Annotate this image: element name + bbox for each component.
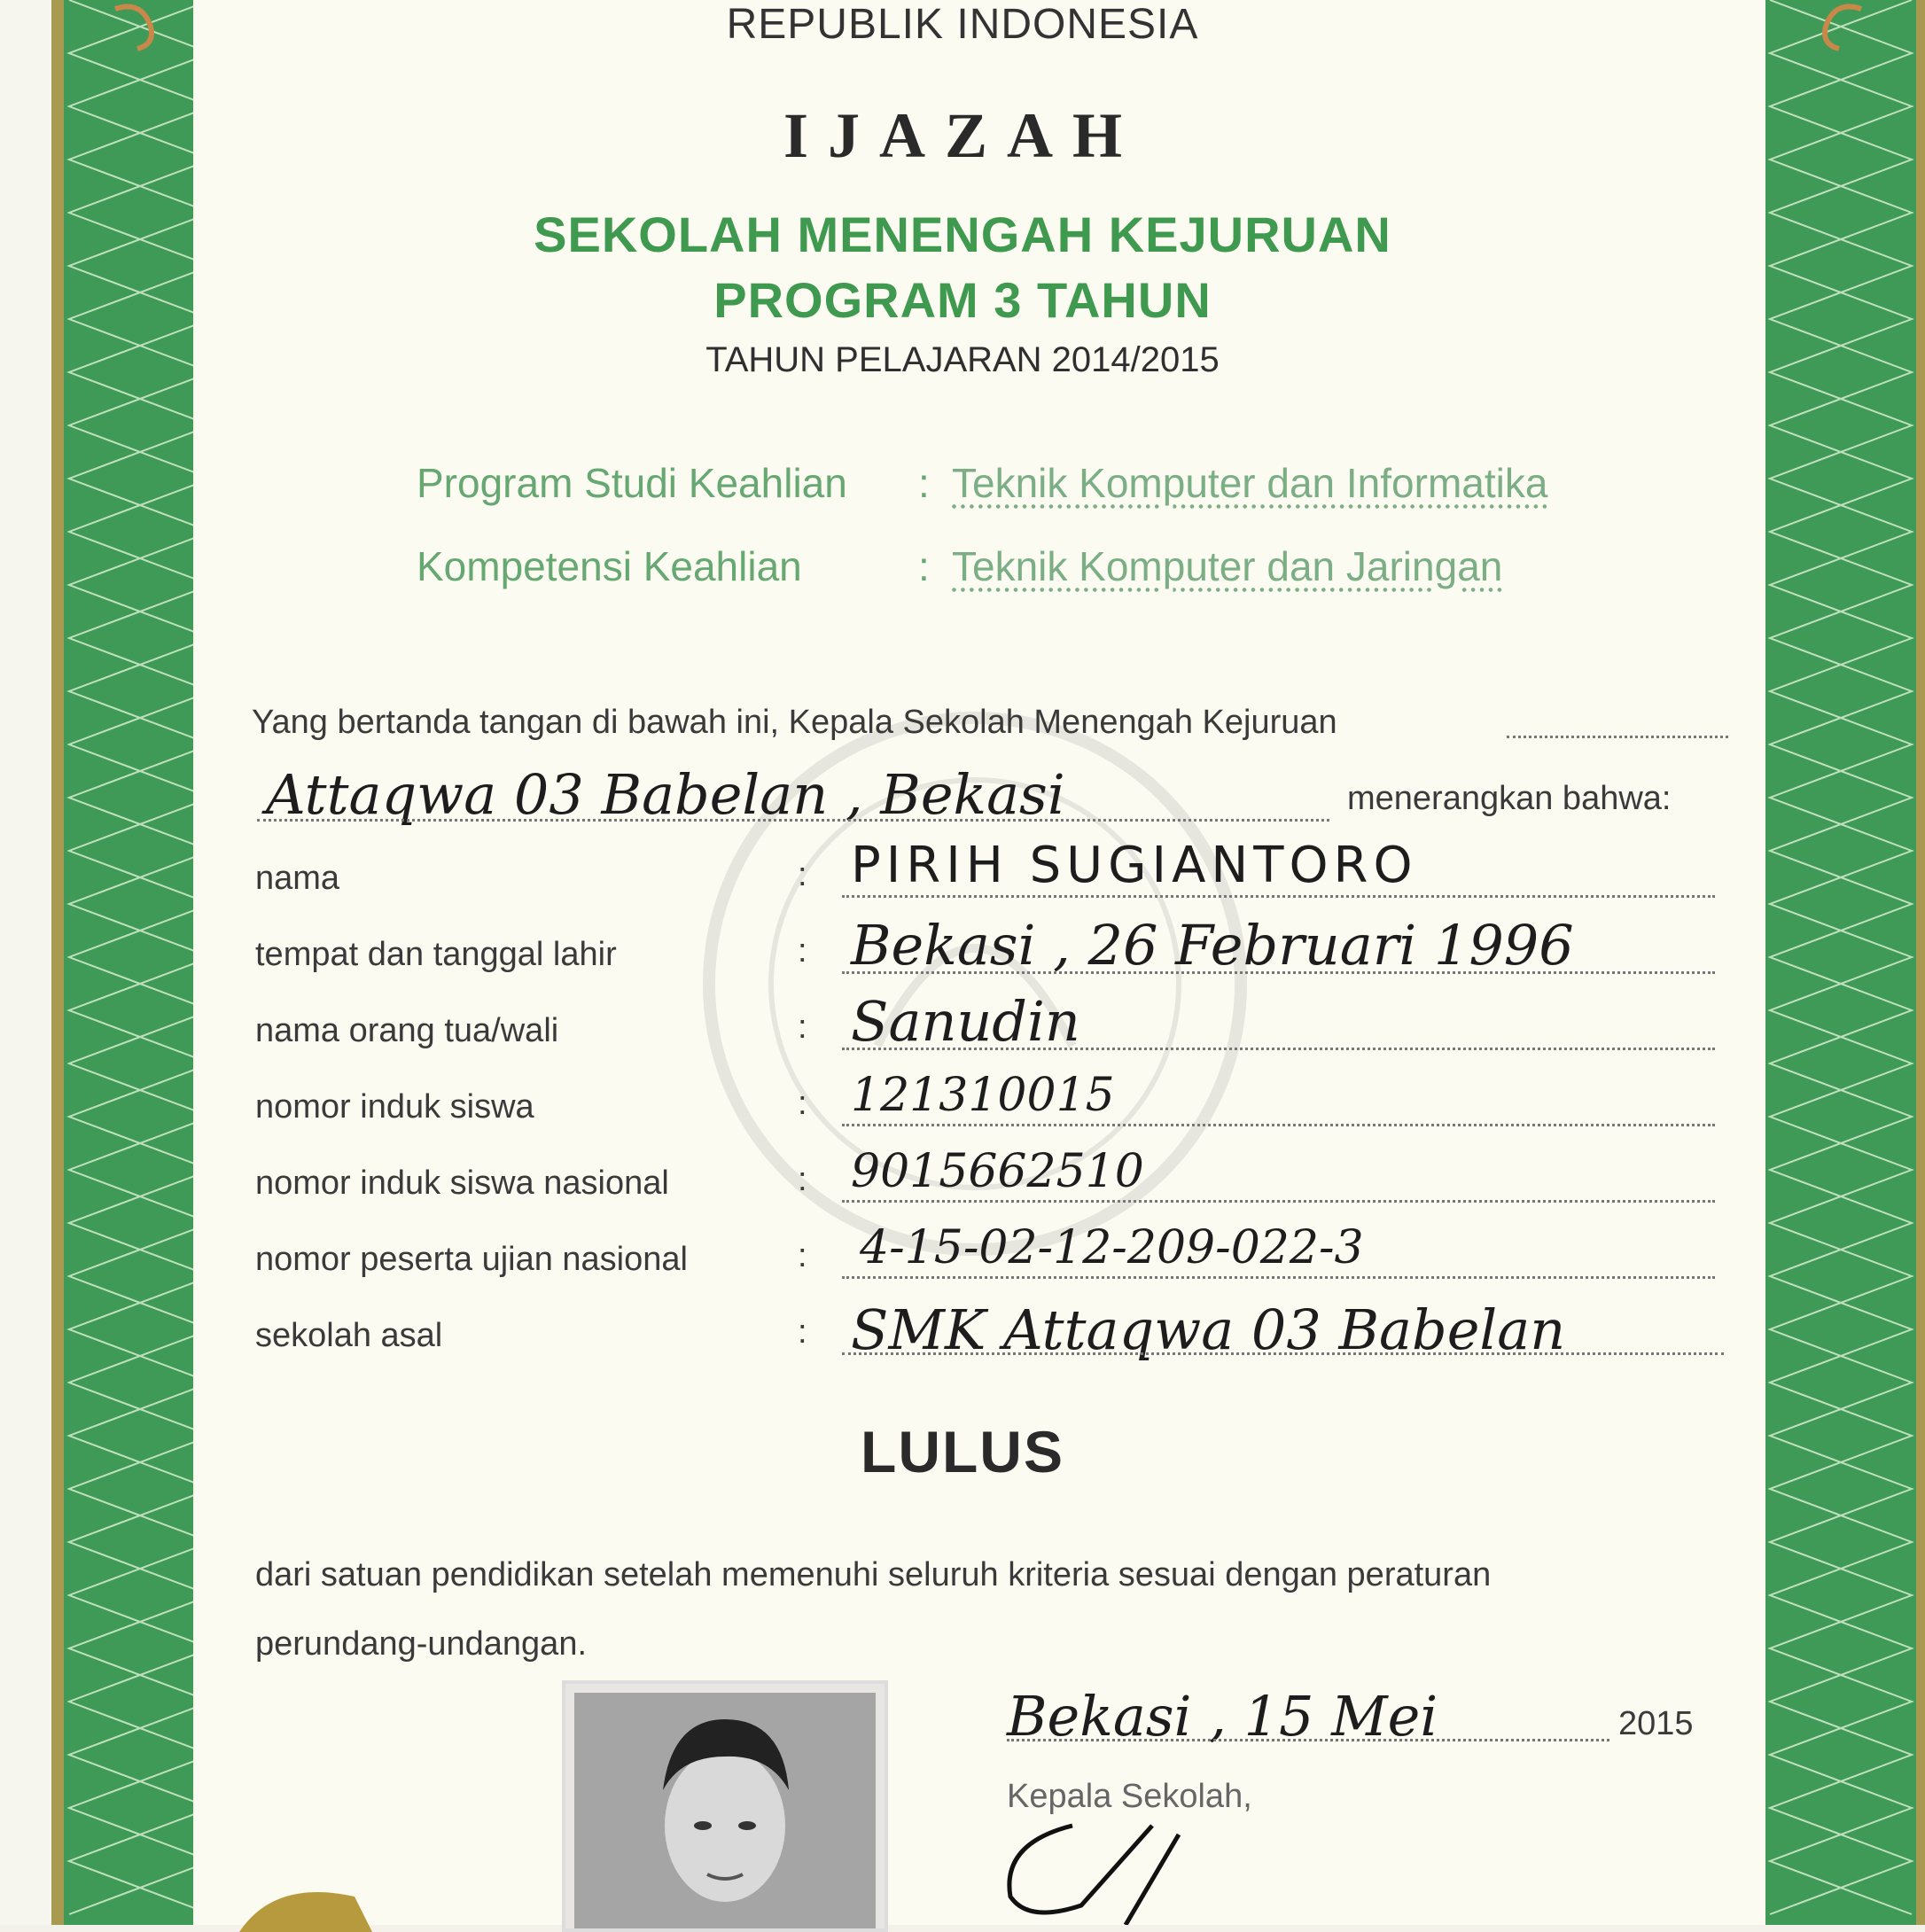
field-value-origin-school: SMK Attaqwa 03 Babelan xyxy=(851,1297,1566,1362)
competency-value: Teknik Komputer dan Jaringan xyxy=(952,543,1503,589)
school-type-heading: SEKOLAH MENENGAH KEJURUAN xyxy=(534,206,1391,262)
field-label-name: nama xyxy=(255,860,340,897)
dotted-line xyxy=(842,1276,1715,1279)
dotted-line xyxy=(842,895,1715,898)
explains-text: menerangkan bahwa: xyxy=(1347,780,1672,817)
program-study-label: Program Studi Keahlian xyxy=(417,460,847,506)
dotted-line xyxy=(842,1048,1715,1050)
document-title: IJAZAH xyxy=(783,100,1142,171)
field-label-origin-school: sekolah asal xyxy=(255,1317,443,1354)
program-heading: PROGRAM 3 TAHUN xyxy=(713,272,1212,328)
colon: : xyxy=(798,932,807,970)
field-value-birth: Bekasi , 26 Februari 1996 xyxy=(851,913,1574,978)
field-value-name: PIRIH SUGIANTORO xyxy=(851,837,1418,894)
program-study-value: Teknik Komputer dan Informatika xyxy=(952,460,1548,506)
school-name-handwritten: Attaqwa 03 Babelan , Bekasi xyxy=(266,762,1065,827)
colon: : xyxy=(918,460,930,506)
closing-line-2: perundang-undangan. xyxy=(255,1625,588,1663)
dotted-line xyxy=(1507,736,1728,738)
statement-intro: Yang bertanda tangan di bawah ini, Kepala Sekolah Menengah Kejuruan xyxy=(252,704,1337,741)
field-label-birth: tempat dan tanggal lahir xyxy=(255,936,617,973)
result-heading: LULUS xyxy=(861,1419,1064,1484)
colon: : xyxy=(798,1313,807,1351)
competency-label: Kompetensi Keahlian xyxy=(417,543,802,589)
field-value-exam-number: 4-15-02-12-209-022-3 xyxy=(860,1221,1364,1274)
student-photo-frame xyxy=(562,1680,888,1932)
country-heading: REPUBLIK INDONESIA xyxy=(726,1,1199,48)
field-label-exam-number: nomor peserta ujian nasional xyxy=(255,1241,688,1278)
field-value-parent: Sanudin xyxy=(851,989,1080,1054)
colon: : xyxy=(918,543,930,589)
field-value-nisn: 9015662510 xyxy=(851,1145,1144,1198)
colon: : xyxy=(798,1085,807,1122)
field-label-parent: nama orang tua/wali xyxy=(255,1012,559,1049)
colon: : xyxy=(798,1237,807,1274)
field-label-nisn: nomor induk siswa nasional xyxy=(255,1165,669,1202)
field-value-nis: 121310015 xyxy=(851,1069,1115,1122)
principal-title: Kepala Sekolah, xyxy=(1007,1778,1252,1815)
dotted-line xyxy=(1007,1739,1609,1741)
emblem-fragment-icon xyxy=(222,1879,381,1932)
colon: : xyxy=(798,1161,807,1198)
signature-year: 2015 xyxy=(1618,1705,1694,1742)
dotted-line xyxy=(842,1124,1715,1126)
place-date-handwritten: Bekasi , 15 Mei xyxy=(1007,1684,1438,1749)
dotted-line xyxy=(842,971,1715,974)
colon: : xyxy=(798,856,807,893)
field-label-nis: nomor induk siswa xyxy=(255,1088,534,1126)
academic-year: TAHUN PELAJARAN 2014/2015 xyxy=(705,340,1220,379)
dotted-line xyxy=(842,1200,1715,1203)
signature-scribble-icon xyxy=(993,1808,1259,1925)
dotted-line xyxy=(842,1352,1724,1355)
colon: : xyxy=(798,1009,807,1046)
student-photo xyxy=(574,1693,876,1928)
closing-line-1: dari satuan pendidikan setelah memenuhi seluruh kriteria sesuai dengan peraturan xyxy=(255,1556,1492,1593)
dotted-line xyxy=(257,819,1329,822)
